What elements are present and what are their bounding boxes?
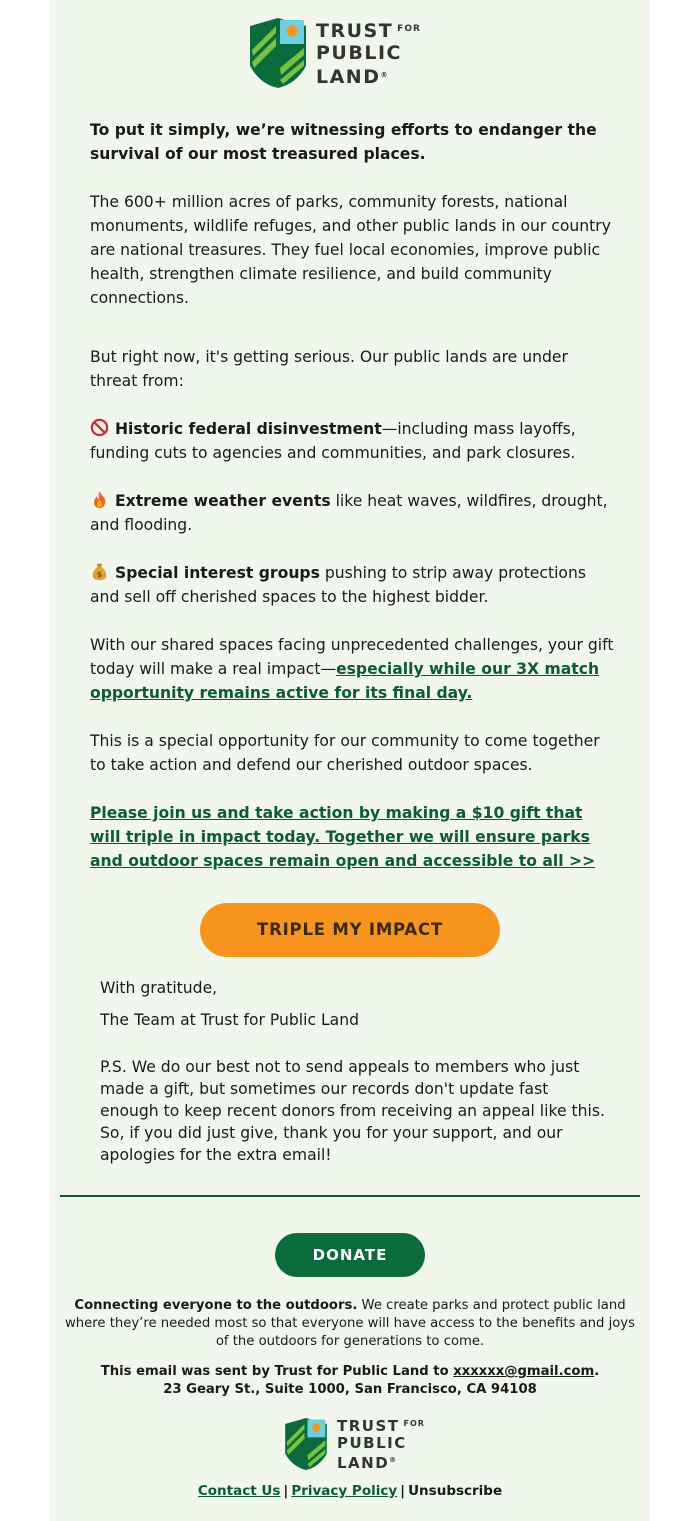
threat-title: Historic federal disinvestment (115, 420, 382, 438)
threat-text: —including mass layoffs, funding cuts to agencies and communities, and park closures. (90, 420, 576, 462)
footer-divider (60, 1195, 640, 1197)
gift-cta-link[interactable]: Please join us and take action by making a $10 gift that will triple in impact today. Together we will ensure parks and outdoor spaces remain open and accessible to all >> (90, 804, 596, 870)
threat-title: Special interest groups (115, 564, 320, 582)
impact-paragraph (90, 633, 615, 705)
threat-item-special-interests (90, 561, 615, 609)
brand-logo[interactable] (250, 18, 421, 88)
recipient-email-link[interactable]: xxxxxx@gmail.com (453, 1364, 595, 1379)
logo-word-for: FOR (403, 1419, 425, 1428)
mission-bold: Connecting everyone to the outdoors. (74, 1298, 358, 1313)
logo-registered-mark: ® (380, 71, 388, 79)
threat-text: pushing to strip away protections and sell off cherished spaces to the highest bidder. (90, 564, 586, 606)
logo-word-trust: TRUST (337, 1417, 400, 1435)
closing-line: With gratitude, (100, 979, 218, 997)
logo-wordmark (316, 18, 421, 88)
footer-brand-logo[interactable] (285, 1415, 425, 1472)
postscript: P.S. We do our best not to send appeals to members who just made a gift, but sometimes our records don't update fast enough to keep recent donors from receiving an appeal like this. So, if you did just give, thank you for your support, and our apologies for the extra email! (100, 1058, 605, 1164)
match-opportunity-link[interactable]: especially while our 3X match opportunity remains active for its final day. (90, 660, 600, 702)
lead-paragraph: To put it simply, we’re witnessing efforts to endanger the survival of our most treasured places. (90, 121, 597, 163)
mailing-address: 23 Geary St., Suite 1000, San Francisco, CA 94108 (163, 1382, 537, 1397)
link-separator: | (283, 1483, 289, 1499)
svg-text:$: $ (96, 570, 103, 580)
contact-us-link[interactable]: Contact Us (197, 1483, 281, 1499)
logo-word-land: LAND (337, 1454, 390, 1472)
threat-title: Extreme weather events (115, 492, 331, 510)
mission-text: We create parks and protect public land where they’re needed most so that everyone will have access to the benefits and joys of the outdoors for generations to come. (65, 1298, 635, 1349)
email-body (50, 0, 650, 1521)
threat-item-weather (90, 489, 615, 537)
community-paragraph: This is a special opportunity for our community to come together to take action and defend our cherished outdoor spaces. (90, 732, 600, 774)
logo-word-trust: TRUST (316, 20, 394, 42)
logo-word-public: PUBLIC (316, 42, 402, 64)
sent-by-text: This email was sent by Trust for Public Land to (100, 1364, 454, 1379)
logo-mark-icon (285, 1418, 327, 1470)
donate-button[interactable]: DONATE (275, 1233, 425, 1277)
logo-registered-mark: ® (389, 1456, 397, 1464)
logo-mark-icon (250, 18, 306, 88)
intro-paragraph: The 600+ million acres of parks, community forests, national monuments, wildlife refuges, and other public lands in our country are national treasures. They fuel local economies, improve public health, strengthen climate resilience, and build community connections. (90, 193, 611, 307)
unsubscribe-link[interactable]: Unsubscribe (408, 1483, 503, 1499)
money-bag-icon (90, 562, 109, 581)
signature-line: The Team at Trust for Public Land (100, 1011, 360, 1029)
prohibited-icon (90, 418, 109, 437)
footer-links (60, 1483, 640, 1499)
link-separator: | (400, 1483, 406, 1499)
triple-impact-button[interactable]: TRIPLE MY IMPACT (200, 903, 500, 957)
gift-cta-paragraph (90, 801, 615, 873)
logo-word-for: FOR (397, 24, 421, 34)
impact-text: With our shared spaces facing unprecedented challenges, your gift today will make a real impact— (90, 636, 614, 678)
threat-intro: But right now, it's getting serious. Our public lands are under threat from: (90, 348, 568, 390)
sender-info (60, 1363, 640, 1399)
privacy-policy-link[interactable]: Privacy Policy (291, 1483, 398, 1499)
logo-word-public: PUBLIC (337, 1434, 407, 1452)
logo-wordmark (337, 1415, 425, 1472)
threat-text: like heat waves, wildfires, drought, and flooding. (90, 492, 608, 534)
fire-icon (90, 490, 109, 509)
mission-statement (60, 1297, 640, 1351)
logo-word-land: LAND (316, 66, 381, 88)
sent-by-end: . (594, 1364, 600, 1379)
threat-item-disinvestment (90, 417, 615, 465)
